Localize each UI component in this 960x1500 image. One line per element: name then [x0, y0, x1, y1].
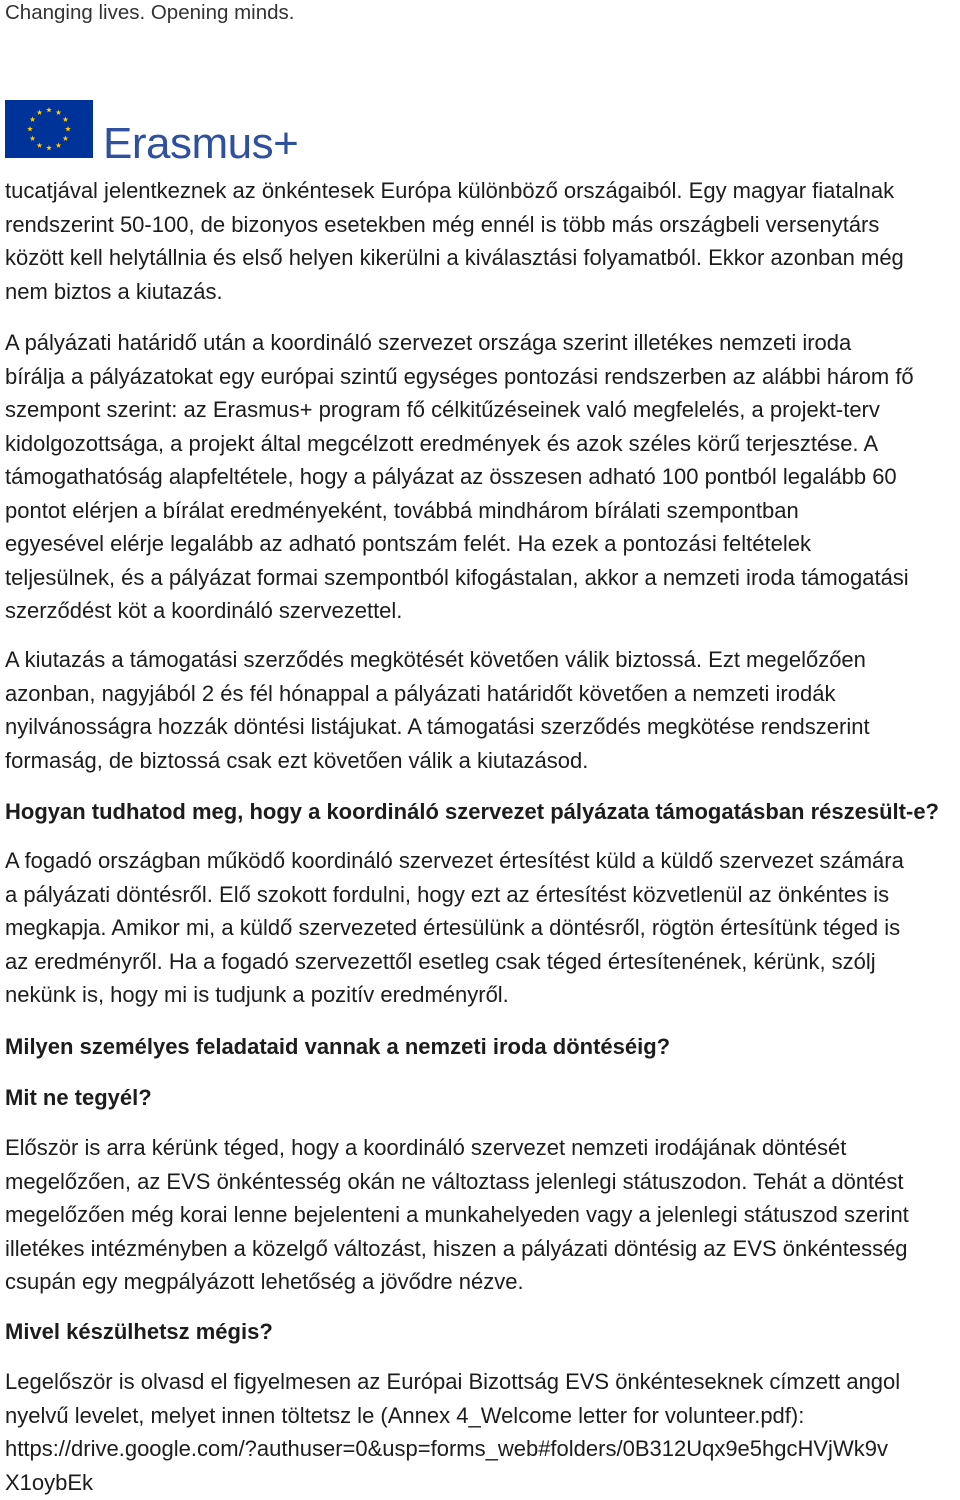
paragraph-intro-continued [5, 174, 904, 308]
text-line: azonban, nagyjából 2 és fél hónappal a pályázati határidőt követően a nemzeti irodák [5, 680, 836, 706]
text-line: A pályázati határidő után a koordináló szervezet országa szerint illetékes nemzeti iroda [5, 330, 852, 355]
text-line: a pályázati döntésről. Elő szokott fordulni, hogy ezt az értesítést közvetlenül az önkéntes is [5, 881, 890, 907]
text-line: A kiutazás a támogatási szerződés megkötését követően válik biztossá. Ezt megelőzően [5, 647, 866, 672]
text-line: kidolgozottsága, a projekt által megcélzott eredmények és azok széles körű terjesztése. A [5, 430, 879, 456]
paragraph-evaluation [5, 326, 914, 628]
text-line: megelőzően, az EVS önkéntesség okán ne változtass jelenlegi státuszodon. Tehát a döntést [5, 1168, 904, 1194]
text-line: nem biztos a kiutazás. [5, 278, 223, 304]
url-text-line: X1oybEk [5, 1469, 94, 1495]
text-line: csupán egy megpályázott lehetőség a jövődre nézve. [5, 1269, 524, 1294]
text-line: bírálja a pályázatokat egy európai szintű egységes pontozási rendszerben az alábbi három fő [5, 363, 914, 389]
text-line: teljesülnek, és a pályázat formai szempontból kifogástalan, akkor a nemzeti iroda támogatási [5, 564, 909, 590]
text-line: szempont szerint: az Erasmus+ program fő célkitűzéseinek való megfelelés, a projekt-terv [5, 397, 880, 422]
heading-personal-tasks: Milyen személyes feladataid vannak a nemzeti iroda döntéséig? [5, 1034, 671, 1059]
tagline: Changing lives. Opening minds. [5, 1, 295, 24]
text-line: rendszerint 50-100, de bizonyos esetekben még ennél is több más országbeli versenytárs [5, 211, 880, 237]
text-line: megelőzően még korai lenne bejelenteni a munkahelyeden vagy a jelenlegi státuszod szerint [5, 1202, 909, 1227]
text-line: formaság, de biztossá csak ezt követően válik a kiutazásod. [5, 747, 589, 773]
paragraph-dont [5, 1131, 909, 1299]
heading-dont: Mit ne tegyél? [5, 1085, 152, 1110]
text-line: Legelőször is olvasd el figyelmesen az Európai Bizottság EVS önkénteseknek címzett angol [5, 1369, 901, 1394]
text-line: tucatjával jelentkeznek az önkéntesek Európa különböző országaiból. Egy magyar fiatalnak [5, 178, 895, 203]
text-line: illetékes intézményben a közelgő változást, hiszen a pályázati döntésig az EVS önkéntesség [5, 1235, 908, 1261]
eu-flag-icon [5, 100, 93, 158]
text-line: az eredményről. Ha a fogadó szervezettől esetleg csak téged értesítenének, kérünk, szólj [5, 948, 876, 974]
text-line: Először is arra kérünk téged, hogy a koordináló szervezet nemzeti irodájának döntését [5, 1135, 847, 1160]
paragraph-prepare [5, 1365, 900, 1499]
text-line: megkapja. Amikor mi, a küldő szervezeted értesülünk a döntésről, rögtön értesítünk téged is [5, 915, 901, 940]
url-text-line: https://drive.google.com/?authuser=0&usp=forms_web#folders/0B312Uqx9e5hgcHVjWk9v [5, 1436, 888, 1461]
text-line: között kell helytállnia és első helyen kikerülni a kiválasztási folyamatból. Ekkor azonban még [5, 245, 904, 270]
text-line: A fogadó országban működő koordináló szervezet értesítést küld a küldő szervezet számára [5, 848, 904, 873]
text-line: nyelvű levelet, melyet innen töltetsz le (Annex 4_Welcome letter for volunteer.pdf): [5, 1402, 805, 1428]
text-line: szerződést köt a koordináló szervezettel. [5, 598, 403, 623]
text-line: egyesével elérje legalább az adható pontszám felét. Ha ezek a pontozási feltételek [5, 531, 811, 556]
heading-funding-result: Hogyan tudhatod meg, hogy a koordináló szervezet pályázata támogatásban részesült-e? [5, 799, 939, 824]
text-line: nyilvánosságra hozzák döntési listájukat. A támogatási szerződés megkötése rendszerint [5, 714, 870, 739]
text-line: pontot elérjen a bírálat eredményeként, továbbá mindhárom bírálati szempontban [5, 497, 799, 523]
text-line: támogathatóság alapfeltétele, hogy a pályázat az összesen adható 100 pontból legalább 60 [5, 464, 897, 489]
paragraph-notification [5, 844, 904, 1012]
heading-prepare: Mivel készülhetsz mégis? [5, 1319, 273, 1344]
erasmus-plus-wordmark: Erasmus+ [103, 119, 299, 168]
paragraph-contract [5, 643, 870, 777]
erasmus-plus-logo [5, 100, 315, 166]
text-line: nekünk is, hogy mi is tudjunk a pozitív eredményről. [5, 982, 509, 1007]
